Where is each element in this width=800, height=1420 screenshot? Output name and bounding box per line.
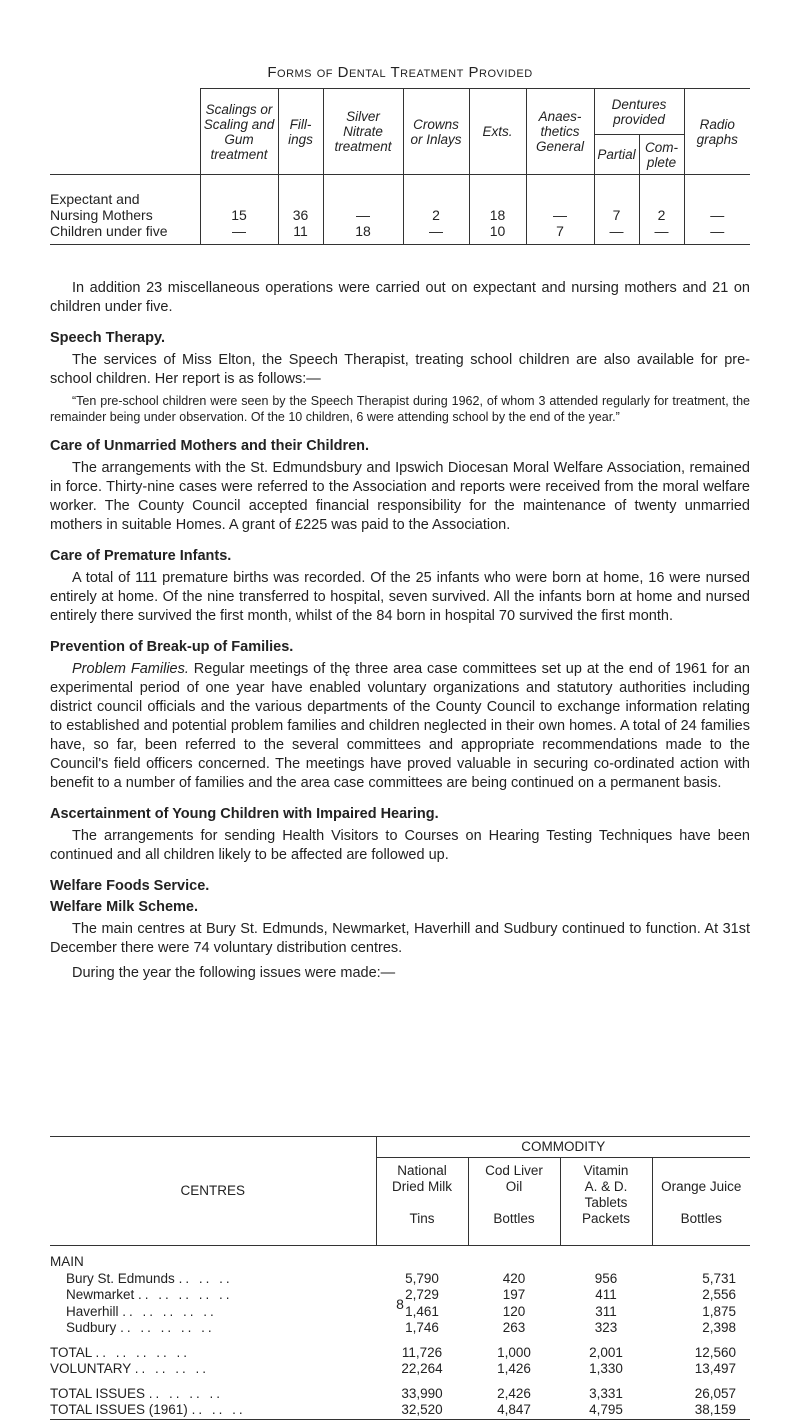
- table-cell: 33,990: [401, 1385, 443, 1401]
- paragraph-hearing: The arrangements for sending Health Visitors to Courses on Hearing Testing Techniques have been continued and all children likely to be affected are followed up.: [50, 828, 750, 863]
- table-cell: 38,159: [694, 1402, 736, 1417]
- table-cell: 3,331: [589, 1385, 623, 1401]
- heading-families: Prevention of Break-up of Families.: [50, 639, 294, 655]
- quote-speech-report: “Ten pre-school children were seen by the Speech Therapist during 1962, of whom 3 attended regularly for treatment, the remainder being under observation. Of the 10 children, 6 were attending school by the end of the year.”: [50, 394, 750, 424]
- heading-premature-infants: Care of Premature Infants.: [50, 548, 232, 564]
- row-label: Sudbury .. .. .. .. ..: [66, 1320, 215, 1335]
- table-cell: 1,461: [405, 1303, 439, 1319]
- table-row: [50, 1271, 750, 1288]
- table-row: [50, 1361, 750, 1378]
- paragraph-premature: A total of 111 premature births was recorded. Of the 25 infants who were born at home, 16 were nursed entirely at home. Of the nine transferred to hospital, seven survived. All the infants born at home and nursed entirely there survived the first month, whilst of the 84 born in hospital 70 survived the first month.: [50, 570, 750, 624]
- header-scalings: Scalings or Scaling and Gum treatment: [200, 89, 278, 175]
- table-cell: 4,847: [497, 1402, 531, 1417]
- table-cell: 18: [323, 223, 403, 245]
- table-cell: 2: [639, 175, 684, 223]
- header-fillings: Fill- ings: [278, 89, 323, 175]
- body-text: [50, 279, 750, 983]
- table-cell: 323: [594, 1320, 618, 1335]
- page-number: 8: [396, 1296, 404, 1312]
- page-title: Forms of Dental Treatment Provided: [267, 64, 533, 81]
- table-cell: 1,746: [405, 1320, 439, 1335]
- paragraph-speech: The services of Miss Elton, the Speech Therapist, treating school children are also available for pre-school children. Her report is as follows:—: [50, 352, 750, 387]
- table-cell: 120: [502, 1303, 526, 1319]
- row-label: TOTAL .. .. .. .. ..: [50, 1344, 191, 1360]
- row-label: Expectant and Nursing Mothers: [50, 190, 153, 223]
- table-cell: 2,398: [702, 1320, 736, 1335]
- table-cell: 2: [403, 175, 469, 223]
- heading-speech-therapy: Speech Therapy.: [50, 330, 165, 346]
- table-cell: 1,875: [702, 1303, 736, 1319]
- table-cell: —: [594, 223, 639, 245]
- header-cod-liver-oil: Cod Liver Oil Bottles: [468, 1158, 560, 1246]
- table-cell: 1,000: [497, 1344, 531, 1360]
- table-row: [50, 1320, 750, 1337]
- table-cell: 311: [595, 1303, 617, 1319]
- table-cell: 7: [526, 223, 594, 245]
- main-centres-label: MAIN: [50, 1254, 84, 1269]
- header-crowns: Crowns or Inlays: [403, 89, 469, 175]
- table-row: [50, 223, 750, 245]
- table-cell: 13,497: [694, 1361, 736, 1376]
- table-cell: 1,330: [589, 1361, 623, 1376]
- table-cell: —: [323, 175, 403, 223]
- table-cell: 2,729: [405, 1287, 439, 1302]
- table-cell: 2,556: [702, 1287, 736, 1302]
- table-cell: 22,264: [401, 1361, 443, 1376]
- problem-families-lead: Problem Families.: [72, 661, 189, 677]
- heading-unmarried-mothers: Care of Unmarried Mothers and their Children.: [50, 438, 370, 454]
- welfare-milk-table: [50, 1136, 750, 1420]
- table-cell: 411: [595, 1287, 617, 1302]
- table-cell: 11: [278, 223, 323, 245]
- table-cell: 2,001: [589, 1344, 623, 1360]
- header-dried-milk: National Dried Milk Tins: [376, 1158, 468, 1246]
- table-cell: —: [526, 175, 594, 223]
- table-cell: 12,560: [694, 1344, 736, 1360]
- table-cell: 11,726: [401, 1344, 443, 1360]
- paragraph-misc: In addition 23 miscellaneous operations were carried out on expectant and nursing mothers and 21 on children under five.: [50, 280, 750, 315]
- paragraph-families: Problem Families. Regular meetings of thę three area case committees set up at the end of 1961 for an experimental period of one year have enabled voluntary organizations and statutory authorities including district council officials and the various departments of the County Council to exchange information relating to established and potential problem families and children neglected in their own homes. A total of 24 families have, so far, been referred to the several committees and appropriate recommendations made to the Council's field officers concerned. The meetings have proved valuable in securing co-ordinated action with benefit to a number of families and the area case committees are being continued on a permanent basis.: [50, 661, 750, 791]
- row-label: Children under five: [50, 223, 200, 245]
- table-cell: 2,426: [497, 1385, 531, 1401]
- row-label: TOTAL ISSUES .. .. .. ..: [50, 1385, 224, 1401]
- table-cell: 956: [594, 1270, 618, 1286]
- heading-hearing: Ascertainment of Young Children with Impaired Hearing.: [50, 806, 439, 822]
- heading-welfare-foods: Welfare Foods Service.: [50, 878, 210, 894]
- row-label: Haverhill .. .. .. .. ..: [66, 1303, 217, 1319]
- table-row: [50, 1402, 750, 1419]
- table-cell: 15: [200, 175, 278, 223]
- table-cell: —: [639, 223, 684, 245]
- table-cell: 1,426: [497, 1361, 531, 1376]
- table-cell: 18: [469, 175, 526, 223]
- table-cell: 36: [278, 175, 323, 223]
- paragraph-issues: During the year the following issues were made:—: [72, 965, 396, 981]
- table-cell: 263: [502, 1320, 526, 1335]
- header-orange-juice: Orange Juice Bottles: [652, 1158, 750, 1246]
- table-cell: 197: [502, 1287, 526, 1302]
- header-anaesthetics: Anaes- thetics General: [526, 89, 594, 175]
- dental-treatment-table: [50, 88, 750, 245]
- table-cell: —: [684, 223, 750, 245]
- row-label: Bury St. Edmunds .. .. ..: [66, 1270, 233, 1286]
- row-label: VOLUNTARY .. .. .. ..: [50, 1361, 210, 1376]
- table-cell: 26,057: [694, 1385, 736, 1401]
- header-commodity: COMMODITY: [376, 1137, 750, 1158]
- table-cell: 32,520: [401, 1402, 443, 1417]
- table-cell: 5,731: [702, 1270, 736, 1286]
- table-cell: 420: [502, 1270, 526, 1286]
- paragraph-unmarried: The arrangements with the St. Edmundsbury and Ipswich Diocesan Moral Welfare Association, remained in force. Thirty-nine cases were referred to the Association and reports were received from the moral welfare worker. The County Council accepted financial responsibility for the maintenance of twenty unmarried mothers in suitable Homes. A grant of £225 was paid to the Association.: [50, 460, 750, 533]
- paragraph-welfare: The main centres at Bury St. Edmunds, Newmarket, Haverhill and Sudbury continued to function. At 31st December there were 74 voluntary distribution centres.: [50, 921, 750, 956]
- header-centres: CENTRES: [50, 1137, 376, 1246]
- row-label: Newmarket .. .. .. .. ..: [66, 1287, 233, 1302]
- row-label: TOTAL ISSUES (1961) .. .. ..: [50, 1402, 246, 1417]
- table-cell: —: [403, 223, 469, 245]
- header-vitamin-tablets: Vitamin A. & D. Tablets Packets: [560, 1158, 652, 1246]
- heading-welfare-milk: Welfare Milk Scheme.: [50, 899, 199, 915]
- header-extractions: Exts.: [469, 89, 526, 175]
- table-cell: —: [200, 223, 278, 245]
- header-dentures-complete: Com- plete: [639, 135, 684, 175]
- table-cell: 7: [594, 175, 639, 223]
- table-cell: —: [684, 175, 750, 223]
- header-dentures-partial: Partial: [594, 135, 639, 175]
- table-cell: 5,790: [405, 1270, 439, 1286]
- header-dentures: Dentures provided: [594, 89, 684, 135]
- table-cell: 10: [469, 223, 526, 245]
- header-radiographs: Radio graphs: [684, 89, 750, 175]
- table-row: [50, 1345, 750, 1362]
- header-silver-nitrate: Silver Nitrate treatment: [323, 89, 403, 175]
- table-row: [50, 175, 750, 223]
- table-cell: 4,795: [589, 1402, 623, 1417]
- table-row: [50, 1386, 750, 1403]
